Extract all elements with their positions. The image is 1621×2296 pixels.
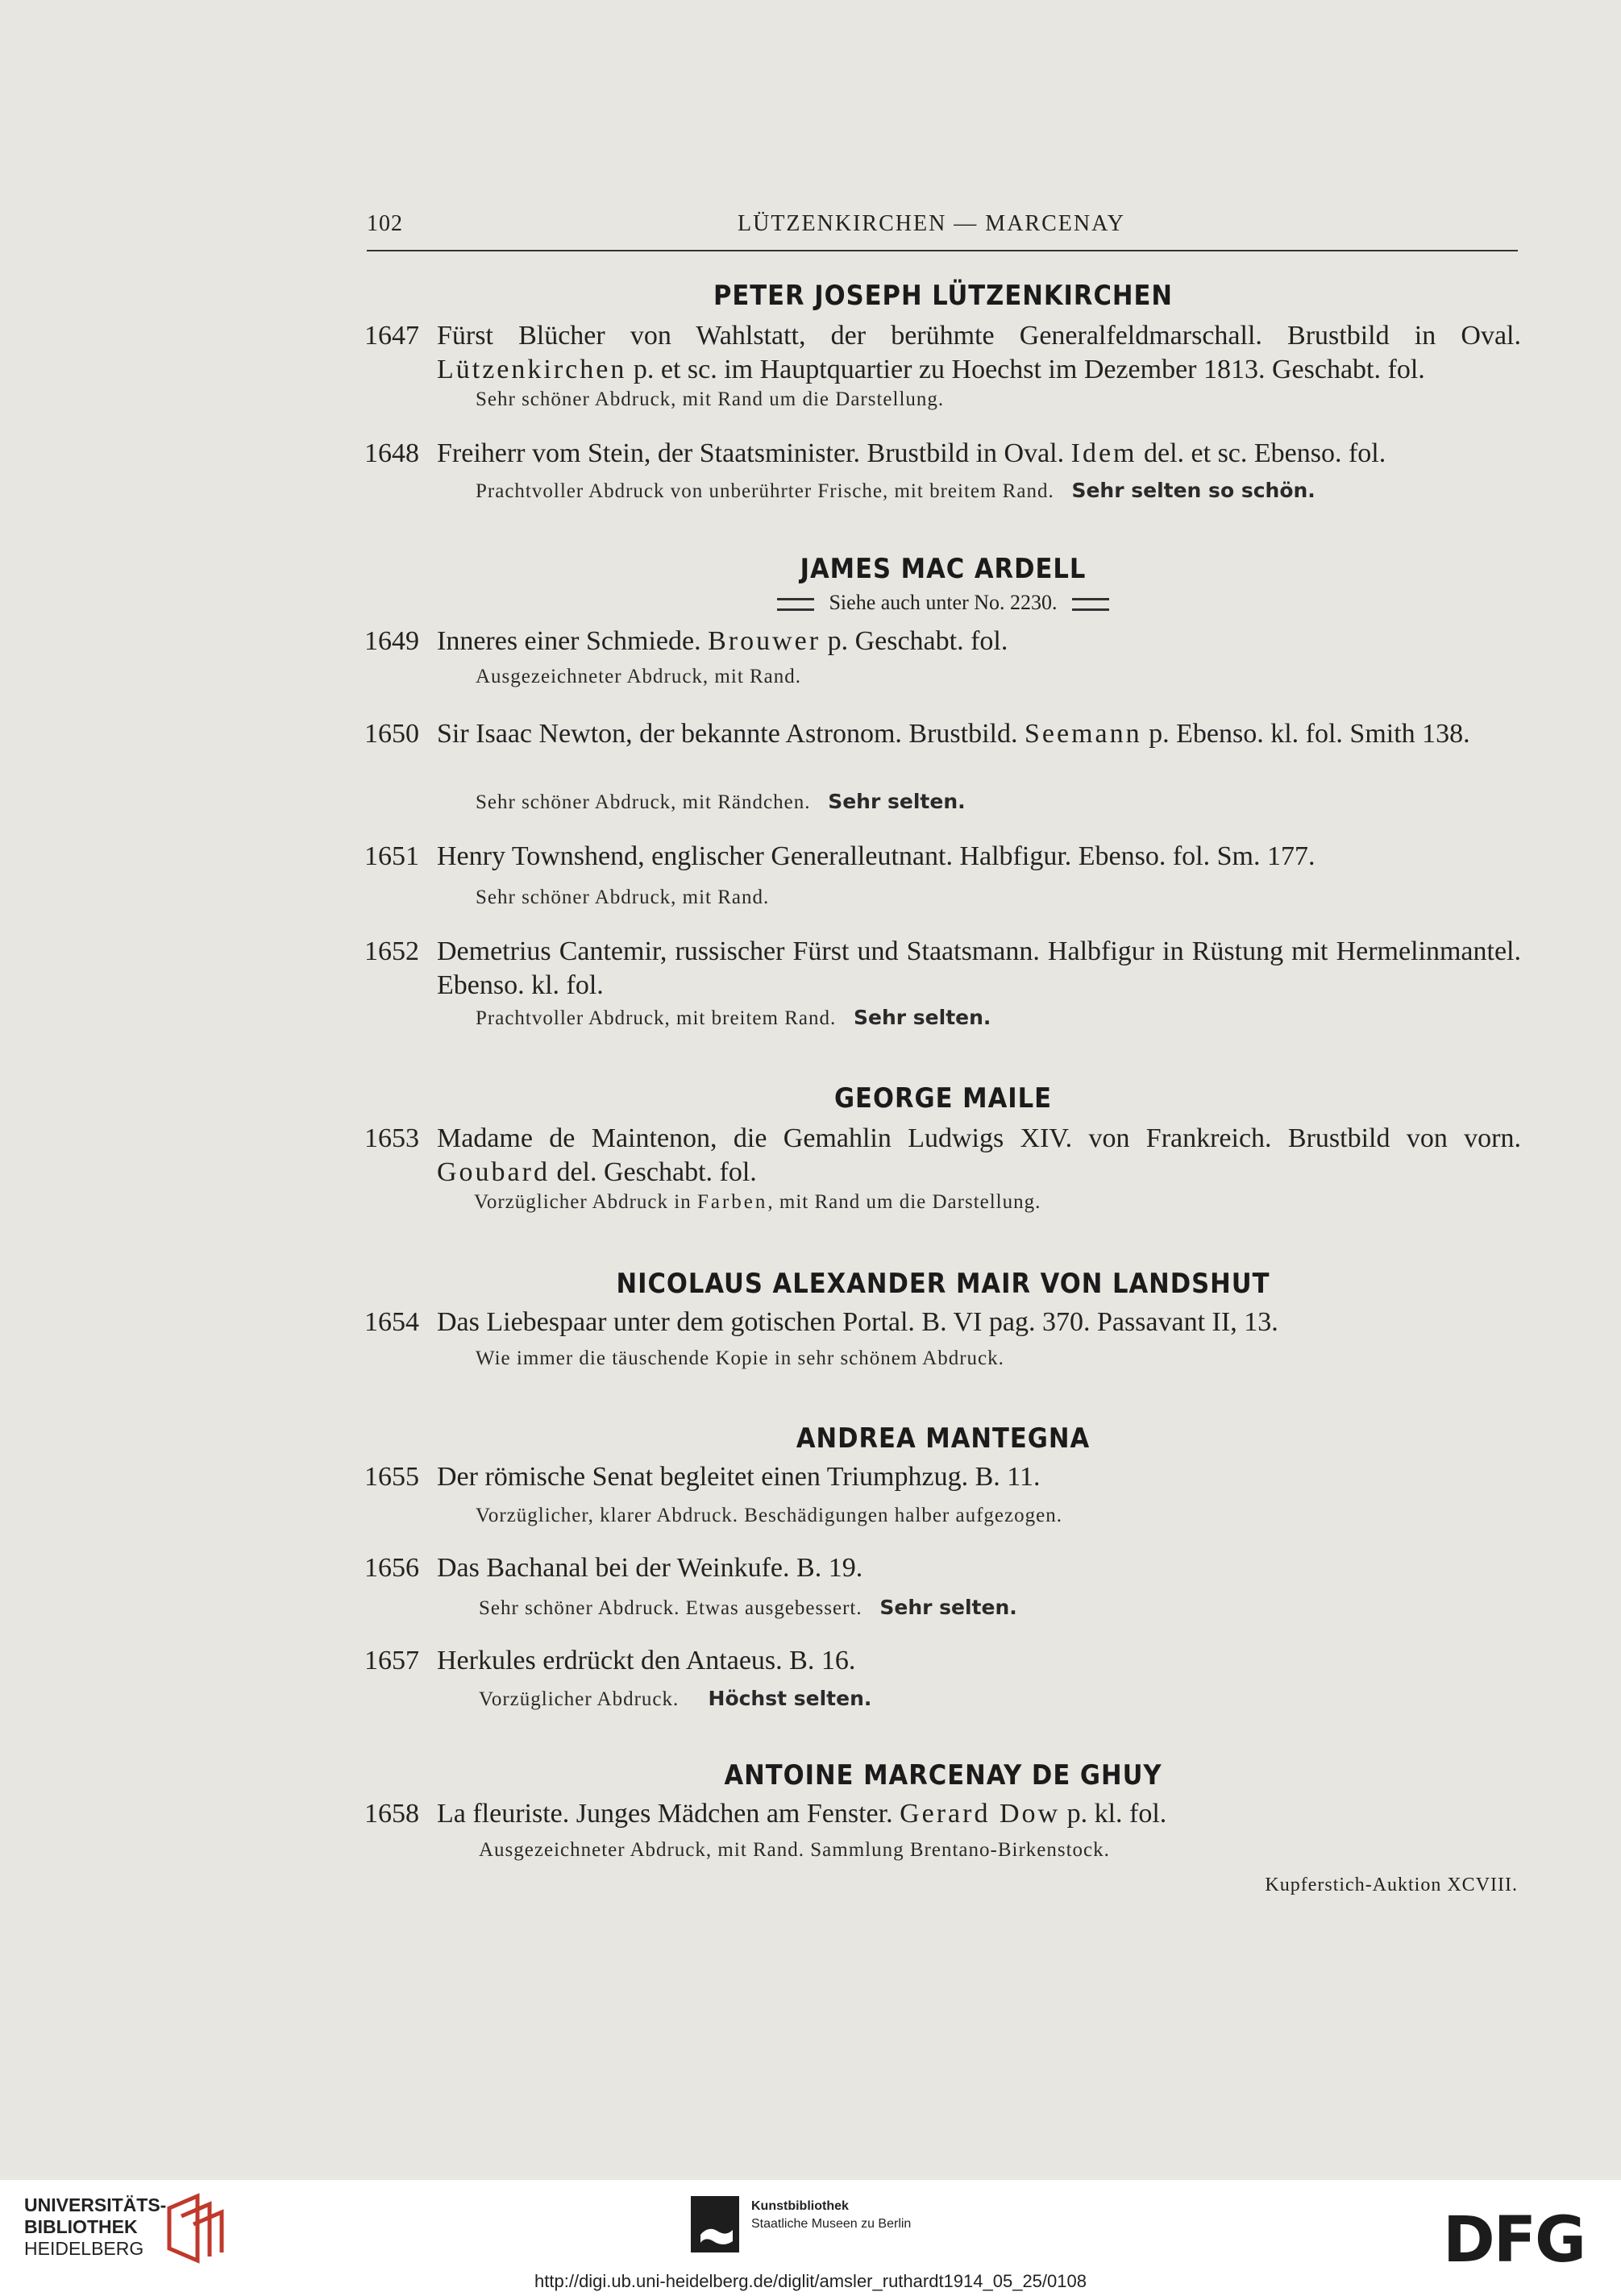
section-heading: JAMES MAC ARDELL bbox=[800, 553, 1087, 585]
note-text: Vorzüglicher Abdruck in bbox=[474, 1191, 697, 1213]
entry-title: La fleuriste. Junges Mädchen am Fenster. bbox=[437, 1799, 900, 1829]
entry-text bbox=[437, 625, 1521, 658]
entry-number: 1654 bbox=[364, 1307, 419, 1337]
note-emphasis: Sehr selten so schön. bbox=[1071, 479, 1316, 502]
section-heading: ANTOINE MARCENAY DE GHUY bbox=[724, 1759, 1162, 1792]
entry-note bbox=[479, 1687, 871, 1711]
section-heading: GEORGE MAILE bbox=[833, 1082, 1053, 1115]
section-heading: ANDREA MANTEGNA bbox=[796, 1422, 1091, 1455]
entry-number: 1655 bbox=[364, 1462, 419, 1492]
entry-text: Henry Townshend, englischer Generalleutnant. Halbfigur. Ebenso. fol. Sm. 177. bbox=[437, 841, 1316, 871]
kb-title: Kunstbibliothek bbox=[751, 2199, 849, 2213]
note-text: Sehr schöner Abdruck, mit Rändchen. bbox=[476, 791, 811, 813]
kb-subtitle: Staatliche Museen zu Berlin bbox=[751, 2217, 912, 2231]
entry-text bbox=[437, 1797, 1521, 1831]
note-text: Vorzüglicher Abdruck. bbox=[479, 1688, 680, 1710]
entry-text: Demetrius Cantemir, russischer Fürst und Staatsmann. Halbfigur in Rüstung mit Hermelinmantel. Ebenso. kl. fol. bbox=[437, 936, 1521, 1000]
entry-title: Fürst Blücher von Wahlstatt, der berühmte Generalfeldmarschall. Brustbild in Oval. bbox=[437, 321, 1521, 351]
crossref-text: Siehe auch unter No. 2230. bbox=[829, 591, 1058, 614]
entry-note: Sehr schöner Abdruck, mit Rand um die Darstellung. bbox=[476, 388, 945, 410]
entry-details: p. et sc. im Hauptquartier zu Hoechst im Dezember 1813. Geschabt. fol. bbox=[626, 355, 1425, 384]
entry-number: 1658 bbox=[364, 1799, 419, 1829]
entry-number: 1656 bbox=[364, 1553, 419, 1583]
header-rule bbox=[367, 250, 1518, 251]
entry-text: Herkules erdrückt den Antaeus. B. 16. bbox=[437, 1646, 856, 1675]
entry-number: 1647 bbox=[364, 321, 419, 351]
ub-emblem-icon bbox=[161, 2192, 226, 2265]
entry-artist: Brouwer bbox=[708, 626, 821, 656]
entry-note bbox=[479, 1596, 1017, 1620]
entry-title: Freiherr vom Stein, der Staatsminister. Brustbild in Oval. bbox=[437, 438, 1071, 468]
ub-line: HEIDELBERG bbox=[24, 2238, 144, 2259]
entry-number: 1651 bbox=[364, 841, 419, 871]
entry-details: p. kl. fol. bbox=[1060, 1799, 1167, 1829]
entry-number: 1648 bbox=[364, 438, 419, 468]
entry-note bbox=[476, 1006, 991, 1030]
entry-text bbox=[437, 1122, 1521, 1190]
note-text: , mit Rand um die Darstellung. bbox=[767, 1191, 1041, 1213]
note-emphasis: Sehr selten. bbox=[854, 1006, 991, 1029]
page-header bbox=[367, 211, 1511, 243]
section-heading: PETER JOSEPH LÜTZENKIRCHEN bbox=[713, 280, 1174, 312]
entry-note: Wie immer die täuschende Kopie in sehr schönem Abdruck. bbox=[476, 1347, 1004, 1369]
entry-note bbox=[474, 1191, 1041, 1214]
entry-details: del. et sc. Ebenso. fol. bbox=[1137, 438, 1386, 468]
entry-text: Das Liebespaar unter dem gotischen Portal. B. VI pag. 370. Passavant II, 13. bbox=[437, 1307, 1278, 1337]
note-emphasis: Sehr selten. bbox=[879, 1596, 1017, 1619]
note-text: Prachtvoller Abdruck von unberührter Frische, mit breitem Rand. bbox=[476, 480, 1054, 502]
entry-artist: Lützenkirchen bbox=[437, 355, 627, 384]
permalink-url[interactable]: http://digi.ub.uni-heidelberg.de/diglit/amsler_ruthardt1914_05_25/0108 bbox=[534, 2271, 1087, 2291]
entry-note: Ausgezeichneter Abdruck, mit Rand. Sammlung Brentano-Birkenstock. bbox=[479, 1839, 1110, 1861]
entry-note: Vorzüglicher, klarer Abdruck. Beschädigungen halber aufgezogen. bbox=[476, 1505, 1062, 1526]
entry-details: p. Geschabt. fol. bbox=[821, 626, 1008, 656]
note-emphasis: Farben bbox=[696, 1191, 768, 1213]
entry-note bbox=[476, 790, 966, 814]
entry-text bbox=[437, 437, 1521, 471]
ub-line: UNIVERSITÄTS- bbox=[24, 2194, 167, 2215]
running-title: LÜTZENKIRCHEN — MARCENAY bbox=[738, 211, 1125, 236]
ub-heidelberg-logo[interactable] bbox=[24, 2194, 166, 2260]
note-emphasis: Höchst selten. bbox=[708, 1687, 872, 1710]
entry-artist: Idem bbox=[1070, 438, 1137, 468]
entry-details: p. Ebenso. kl. fol. Smith 138. bbox=[1141, 719, 1470, 749]
entry-artist: Goubard bbox=[437, 1157, 550, 1187]
entry-title: Sir Isaac Newton, der bekannte Astronom. Brustbild. bbox=[437, 719, 1025, 749]
entry-artist: Seemann bbox=[1024, 719, 1142, 749]
double-rule-right bbox=[1072, 598, 1109, 611]
entry-note: Ausgezeichneter Abdruck, mit Rand. bbox=[476, 666, 802, 687]
entry-number: 1653 bbox=[364, 1123, 419, 1153]
double-rule-left bbox=[777, 598, 814, 611]
note-text: Prachtvoller Abdruck, mit breitem Rand. bbox=[476, 1007, 837, 1029]
page-number: 102 bbox=[367, 211, 403, 236]
entry-title: Madame de Maintenon, die Gemahlin Ludwigs XIV. von Frankreich. Brustbild von vorn. bbox=[437, 1123, 1521, 1153]
entry-note bbox=[476, 479, 1316, 503]
entry-note: Sehr schöner Abdruck, mit Rand. bbox=[476, 886, 770, 908]
entry-number: 1657 bbox=[364, 1646, 419, 1675]
section-heading: NICOLAUS ALEXANDER MAIR VON LANDSHUT bbox=[616, 1268, 1270, 1300]
entry-text: Das Bachanal bei der Weinkufe. B. 19. bbox=[437, 1553, 863, 1583]
dfg-logo[interactable]: DFG bbox=[1443, 2204, 1586, 2277]
entry-title: Inneres einer Schmiede. bbox=[437, 626, 709, 656]
entry-number: 1650 bbox=[364, 719, 419, 749]
entry-details: del. Geschabt. fol. bbox=[549, 1157, 757, 1187]
entry-artist: Gerard Dow bbox=[900, 1799, 1061, 1829]
kunstbibliothek-label bbox=[751, 2198, 911, 2233]
footnote: Kupferstich-Auktion XCVIII. bbox=[1265, 1875, 1518, 1895]
cross-reference bbox=[367, 591, 1519, 615]
entry-number: 1649 bbox=[364, 626, 419, 656]
digitization-footer bbox=[0, 2180, 1621, 2296]
note-text: Sehr schöner Abdruck. Etwas ausgebessert. bbox=[479, 1597, 862, 1619]
note-emphasis: Sehr selten. bbox=[828, 790, 966, 813]
entry-text bbox=[437, 717, 1521, 751]
entry-text bbox=[437, 319, 1521, 387]
ub-line: BIBLIOTHEK bbox=[24, 2216, 138, 2237]
entry-number: 1652 bbox=[364, 936, 419, 966]
entry-text: Der römische Senat begleitet einen Triumphzug. B. 11. bbox=[437, 1462, 1041, 1492]
kunstbibliothek-logo-icon bbox=[691, 2196, 739, 2252]
